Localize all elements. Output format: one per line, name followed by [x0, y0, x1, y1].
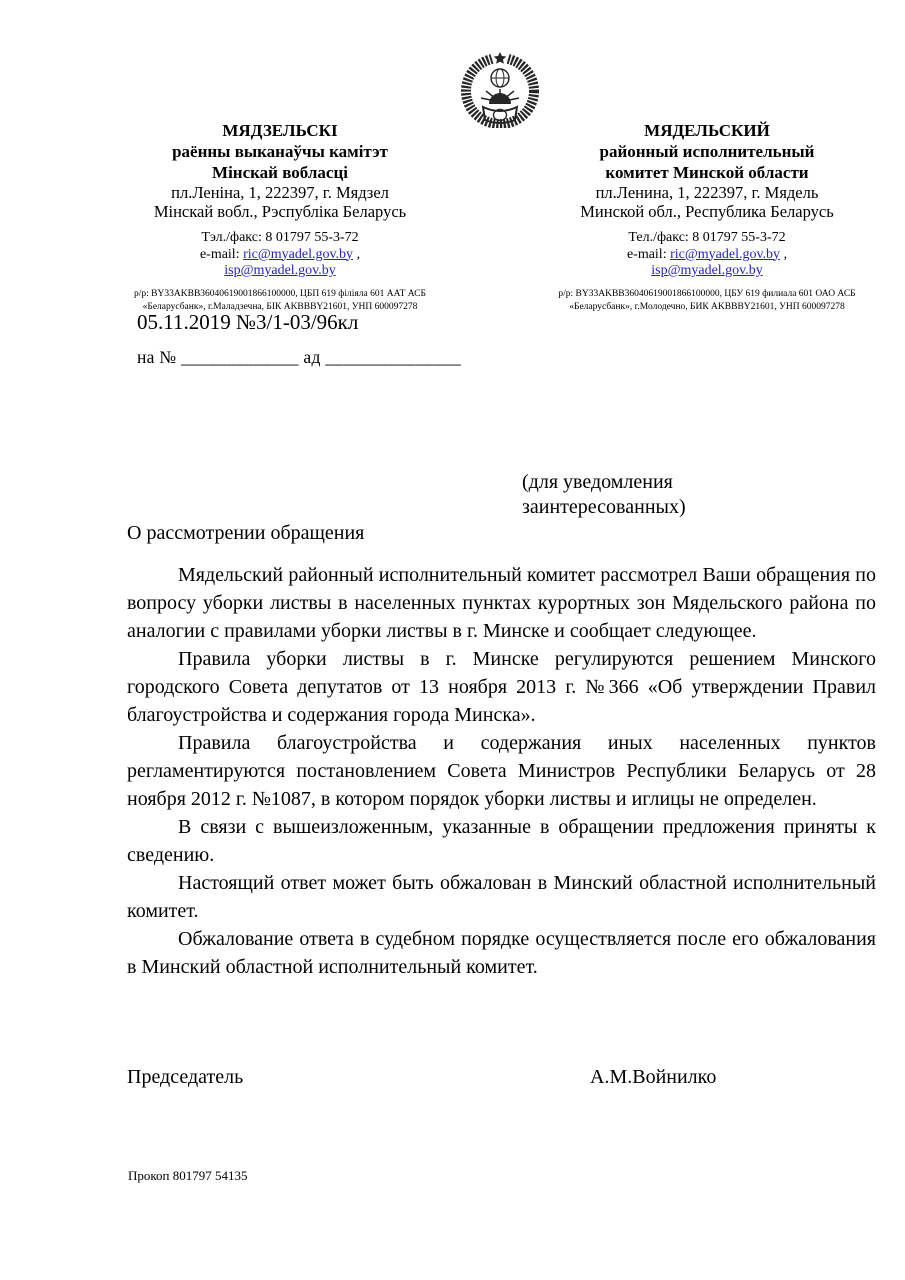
outgoing-date-number: 05.11.2019 №3/1-03/96кл [137, 310, 359, 334]
email-link-isp[interactable]: isp@myadel.gov.by [224, 263, 336, 278]
email-link-ric[interactable]: ric@myadel.gov.by [670, 246, 781, 262]
org-address-line: пл.Леніна, 1, 222397, г. Мядзел [171, 183, 389, 202]
email-line [108, 263, 452, 280]
addressee-note [522, 470, 686, 520]
letterhead-left [108, 120, 452, 314]
belarus-coat-of-arms-icon [455, 50, 545, 128]
body-paragraph: Обжалование ответа в судебном порядке осуществляется после его обжалования в Минский областной исполнительный комитет. [127, 928, 876, 978]
email-comma: , [780, 246, 788, 262]
org-address-line: пл.Ленина, 1, 222397, г. Мядель [595, 183, 819, 202]
letterhead-right [533, 120, 881, 314]
email-line [108, 247, 452, 264]
contact-block [533, 230, 881, 280]
bank-details [533, 288, 881, 314]
org-name-line: комитет Минской области [605, 163, 809, 182]
email-label: e-mail: [626, 246, 671, 262]
org-name-line: МЯДЕЛЬСКИЙ [644, 121, 770, 140]
signer-name: А.М.Войнилко [590, 1066, 717, 1088]
incoming-reference-line: на № _____________ ад _______________ [137, 347, 462, 367]
executor-note: Прокоп 801797 54135 [128, 1168, 248, 1183]
contact-block [108, 230, 452, 280]
phone-line: Тел./факс: 8 01797 55-3-72 [628, 230, 786, 245]
org-name-line: МЯДЗЕЛЬСКІ [222, 121, 338, 140]
signer-title: Председатель [127, 1066, 244, 1088]
addressee-note-line: заинтересованных) [522, 496, 686, 518]
email-link-ric[interactable]: ric@myadel.gov.by [243, 246, 354, 262]
body-paragraph: В связи с вышеизложенным, указанные в обращении предложения приняты к сведению. [127, 816, 876, 866]
email-link-isp[interactable]: isp@myadel.gov.by [651, 263, 763, 278]
org-address-line: Мінскай вобл., Рэспубліка Беларусь [153, 202, 407, 221]
body-paragraph: Мядельский районный исполнительный комитет рассмотрел Ваши обращения по вопросу уборки листвы в населенных пунктах курортных зон Мядельского района по аналогии с правилами уборки листвы в г. Минске и сообщает следующее. [127, 564, 876, 642]
bank-line: «Беларусбанк», г.Маладзечна, БІК AKBBBY21601, УНП 600097278 [142, 301, 418, 312]
org-address-line: Минской обл., Республика Беларусь [580, 202, 834, 221]
body-paragraph: Правила благоустройства и содержания иных населенных пунктов регламентируются постановлением Совета Министров Республики Беларусь от 28 ноября 2012 г. №1087, в котором порядок уборки листвы и иглицы не определен. [127, 732, 876, 810]
email-line [533, 263, 881, 280]
addressee-note-line: (для уведомления [522, 471, 673, 493]
email-line [533, 247, 881, 264]
body-paragraph: Правила уборки листвы в г. Минске регулируются решением Минского городского Совета депутатов от 13 ноября 2013 г. №366 «Об утверждении Правил благоустройства и содержания города Минска». [127, 648, 876, 726]
bank-line: р/р: BY33AKBB36040619001866100000, ЦБУ 619 филиала 601 ОАО АСБ [558, 288, 856, 299]
subject-line: О рассмотрении обращения [127, 522, 365, 544]
org-name-line: Мінскай вобласці [212, 163, 348, 182]
phone-line: Тэл./факс: 8 01797 55-3-72 [201, 230, 359, 245]
body-paragraph: Настоящий ответ может быть обжалован в Минский областной исполнительный комитет. [127, 872, 876, 922]
bank-line: р/р: BY33AKBB36040619001866100000, ЦБП 619 філіяла 601 ААТ АСБ [134, 288, 426, 299]
bank-line: «Беларусбанк», г.Молодечно, БИК AKBBBY21601, УНП 600097278 [569, 301, 845, 312]
letter-body [127, 561, 876, 981]
org-name-line: районный исполнительный [599, 142, 815, 161]
org-name-line: раённы выканаўчы камітэт [172, 142, 388, 161]
email-label: e-mail: [199, 246, 244, 262]
email-comma: , [353, 246, 361, 262]
